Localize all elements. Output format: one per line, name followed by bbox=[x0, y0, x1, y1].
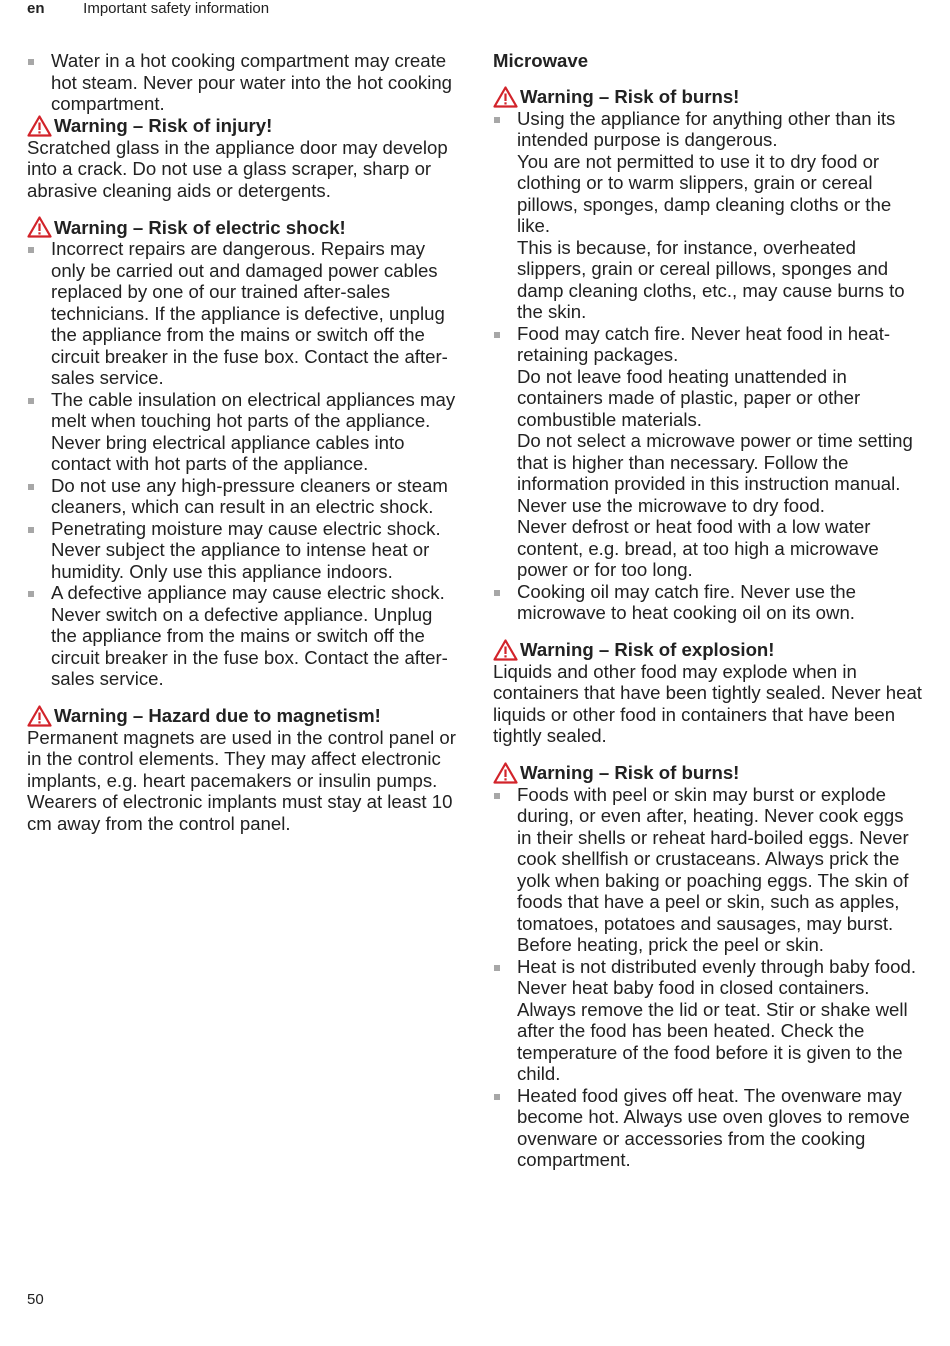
list-item bbox=[493, 1085, 923, 1171]
square-bullet-icon bbox=[28, 59, 34, 65]
list-item-paragraph: Never use the microwave to dry food. bbox=[517, 494, 825, 516]
list-item bbox=[493, 323, 923, 581]
list-item-paragraph: Do not select a microwave power or time setting that is higher than necessary. Follow the information provided in this instruction manual. bbox=[517, 430, 913, 494]
list-item bbox=[493, 784, 923, 956]
shock-list bbox=[27, 238, 457, 690]
list-item bbox=[27, 475, 457, 518]
warning-burns-food bbox=[493, 762, 923, 1171]
warning-triangle-icon bbox=[27, 705, 52, 727]
warning-heading bbox=[493, 762, 923, 784]
list-item bbox=[27, 518, 457, 583]
warning-title: Warning – Risk of electric shock! bbox=[54, 216, 346, 238]
page-header bbox=[27, 0, 269, 20]
list-item-paragraph: This is because, for instance, overheated slippers, grain or cereal pillows, sponges and damp cleaning cloths, etc., may cause burns to the skin. bbox=[517, 236, 905, 322]
microwave-heading: Microwave bbox=[493, 50, 589, 71]
list-item-paragraph: Cooking oil may catch fire. Never use the microwave to heat cooking oil on its own. bbox=[517, 580, 856, 623]
square-bullet-icon bbox=[28, 527, 34, 533]
list-item-text: Water in a hot cooking compartment may create hot steam. Never pour water into the hot cooking compartment. bbox=[51, 50, 453, 114]
warning-title: Warning – Hazard due to magnetism! bbox=[54, 705, 381, 726]
list-item-text: The cable insulation on electrical appliances may melt when touching hot parts of the appliance. Never bring electrical appliance cables into contact with hot parts of the appliance. bbox=[51, 388, 456, 474]
left-column bbox=[27, 50, 457, 849]
list-item-text: Heat is not distributed evenly through baby food. Never heat baby food in closed containers. Always remove the lid or teat. Stir or shake well after the food has been heated. Check the temperature of the food before it is given to the child. bbox=[517, 955, 916, 1084]
warning-burns-microwave bbox=[493, 86, 923, 624]
list-item bbox=[27, 238, 457, 389]
list-item-paragraph: You are not permitted to use it to dry food or clothing or to warm slippers, grain or cereal pillows, sponges, damp cleaning cloths or the like. bbox=[517, 150, 892, 236]
square-bullet-icon bbox=[28, 484, 34, 490]
list-item-text: Penetrating moisture may cause electric shock. Never subject the appliance to intense heat or humidity. Only use this appliance indoors. bbox=[51, 517, 441, 582]
list-item-paragraph: Do not leave food heating unattended in containers made of plastic, paper or other combustible materials. bbox=[517, 365, 861, 430]
square-bullet-icon bbox=[28, 247, 34, 253]
warning-triangle-icon bbox=[493, 762, 518, 784]
warning-heading bbox=[27, 115, 457, 137]
square-bullet-icon bbox=[494, 1094, 500, 1100]
list-item-paragraph: Never defrost or heat food with a low water content, e.g. bread, at too high a microwave power or for too long. bbox=[517, 516, 879, 580]
right-column bbox=[493, 50, 923, 1186]
list-item bbox=[27, 582, 457, 690]
square-bullet-icon bbox=[28, 398, 34, 404]
square-bullet-icon bbox=[494, 117, 500, 123]
burns-list bbox=[493, 108, 923, 624]
square-bullet-icon bbox=[494, 332, 500, 338]
warning-title: Warning – Risk of explosion! bbox=[520, 639, 775, 660]
warning-triangle-icon bbox=[493, 86, 518, 108]
warning-electric-shock bbox=[27, 216, 457, 690]
list-item-text: Foods with peel or skin may burst or explode during, or even after, heating. Never cook eggs in their shells or reheat hard-boiled eggs. Never cook shellfish or crustaceans. Always prick the yolk when baking or poaching eggs. The skin of foods that have a peel or skin, such as apples, tomatoes, potatoes and sausages, may burst. Before heating, prick the peel or skin. bbox=[517, 783, 909, 955]
list-item-text: Incorrect repairs are dangerous. Repairs may only be carried out and damaged power cables replaced by one of our trained after-sales technicians. If the appliance is defective, unplug the appliance from the mains or switch off the circuit breaker in the fuse box. Contact the after-sales service. bbox=[51, 238, 448, 388]
list-item bbox=[27, 50, 457, 115]
warning-title: Warning – Risk of burns! bbox=[520, 86, 740, 107]
list-item bbox=[493, 108, 923, 323]
warning-triangle-icon bbox=[493, 639, 518, 661]
warning-text: Scratched glass in the appliance door may develop into a crack. Do not use a glass scraper, sharp or abrasive cleaning aids or detergents. bbox=[27, 136, 448, 201]
list-item bbox=[27, 389, 457, 475]
warning-injury bbox=[27, 115, 457, 202]
square-bullet-icon bbox=[494, 965, 500, 971]
list-item-text: Heated food gives off heat. The ovenware may become hot. Always use oven gloves to remove ovenware or accessories from the cooking compartment. bbox=[517, 1084, 910, 1170]
list-item-text: Do not use any high-pressure cleaners or steam cleaners, which can result in an electric shock. bbox=[51, 474, 448, 517]
list-item-paragraph: Food may catch fire. Never heat food in heat-retaining packages. bbox=[517, 322, 891, 365]
warning-magnetism bbox=[27, 705, 457, 835]
warning-heading bbox=[493, 639, 923, 661]
section-title: Important safety information bbox=[83, 0, 270, 17]
burns-food-list bbox=[493, 784, 923, 1171]
square-bullet-icon bbox=[494, 793, 500, 799]
warning-heading bbox=[493, 86, 923, 108]
list-item-paragraph: Using the appliance for anything other than its intended purpose is dangerous. bbox=[517, 107, 896, 150]
warning-triangle-icon bbox=[27, 216, 52, 238]
warning-triangle-icon bbox=[27, 115, 52, 137]
warning-title: Warning – Risk of burns! bbox=[520, 762, 740, 783]
list-item bbox=[493, 581, 923, 624]
warning-title: Warning – Risk of injury! bbox=[54, 115, 273, 136]
warning-heading bbox=[27, 216, 457, 238]
list-item-text: A defective appliance may cause electric shock. Never switch on a defective appliance. Unplug the appliance from the mains or switch off the circuit breaker in the fuse box. Contact the after-sales service. bbox=[51, 582, 448, 689]
list-item bbox=[493, 956, 923, 1085]
square-bullet-icon bbox=[494, 590, 500, 596]
language-code: en bbox=[27, 0, 45, 17]
warning-explosion bbox=[493, 639, 923, 747]
square-bullet-icon bbox=[28, 591, 34, 597]
warning-text: Liquids and other food may explode when in containers that have been tightly sealed. Never heat liquids or other food in containers that have been tightly sealed. bbox=[493, 660, 922, 746]
warning-heading bbox=[27, 705, 457, 727]
intro-list bbox=[27, 50, 457, 115]
page-number: 50 bbox=[27, 1291, 44, 1308]
warning-text: Permanent magnets are used in the control panel or in the control elements. They may affect electronic implants, e.g. heart pacemakers or insulin pumps. Wearers of electronic implants must stay at least 10 cm away from the control panel. bbox=[27, 726, 456, 834]
